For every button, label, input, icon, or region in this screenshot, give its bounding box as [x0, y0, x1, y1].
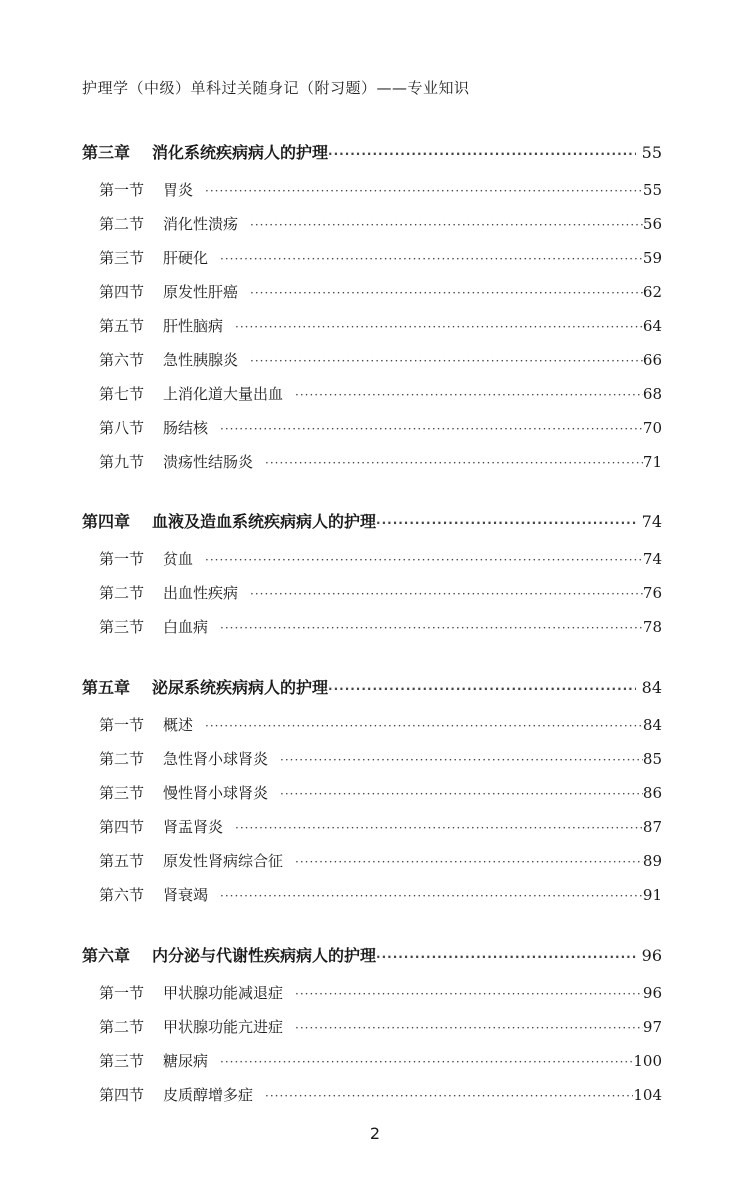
leader-dots	[205, 709, 643, 743]
section-number: 第三节	[99, 1052, 145, 1070]
chapter-number: 第五章	[82, 678, 131, 697]
section-number: 第六节	[99, 886, 145, 904]
section-title: 胃炎	[163, 181, 194, 199]
chapter-page: 55	[641, 143, 662, 162]
section-page: 104	[633, 1086, 662, 1104]
section-title: 出血性疾病	[163, 584, 239, 602]
section-title: 肠结核	[163, 419, 209, 437]
section-number: 第四节	[99, 283, 145, 301]
section-title: 原发性肝癌	[163, 283, 239, 301]
section-number: 第二节	[99, 1018, 145, 1036]
chapter-heading[interactable]	[82, 936, 662, 976]
leader-dots	[250, 208, 643, 242]
section-entry[interactable]	[82, 343, 662, 377]
table-of-contents	[82, 133, 662, 1136]
section-page: 76	[642, 584, 662, 602]
section-title: 肝性脑病	[163, 317, 224, 335]
section-title: 皮质醇增多症	[163, 1086, 254, 1104]
section-title: 急性肾小球肾炎	[163, 750, 269, 768]
section-number: 第一节	[99, 181, 145, 199]
section-entry[interactable]	[82, 173, 662, 207]
leader-dots	[328, 669, 636, 709]
section-title: 贫血	[163, 550, 194, 568]
section-page: 56	[642, 215, 662, 233]
chapter-page: 74	[641, 512, 662, 531]
leader-dots	[205, 543, 643, 577]
section-page: 59	[642, 249, 662, 267]
section-page: 97	[642, 1018, 662, 1036]
section-page: 78	[642, 618, 662, 636]
chapter-number: 第四章	[82, 512, 131, 531]
chapter-heading[interactable]	[82, 502, 662, 542]
section-page: 70	[642, 419, 662, 437]
section-page: 96	[642, 984, 662, 1002]
chapter-heading[interactable]	[82, 133, 662, 173]
section-number: 第二节	[99, 750, 145, 768]
section-entry[interactable]	[82, 445, 662, 479]
chapter-title: 泌尿系统疾病病人的护理	[152, 678, 329, 697]
leader-dots	[220, 1045, 633, 1079]
section-number: 第一节	[99, 984, 145, 1002]
section-entry[interactable]	[82, 810, 662, 844]
leader-dots	[220, 412, 643, 446]
section-title: 慢性肾小球肾炎	[163, 784, 269, 802]
chapter-number: 第三章	[82, 143, 131, 162]
section-number: 第五节	[99, 317, 145, 335]
section-title: 急性胰腺炎	[163, 351, 239, 369]
section-page: 62	[642, 283, 662, 301]
section-number: 第六节	[99, 351, 145, 369]
leader-dots	[235, 310, 643, 344]
leader-dots	[328, 134, 636, 174]
leader-dots	[220, 611, 643, 645]
chapter-number: 第六章	[82, 946, 131, 965]
section-title: 原发性肾病综合征	[163, 852, 284, 870]
section-entry[interactable]	[82, 708, 662, 742]
leader-dots	[280, 777, 643, 811]
section-page: 85	[642, 750, 662, 768]
section-title: 溃疡性结肠炎	[163, 453, 254, 471]
leader-dots	[235, 811, 643, 845]
leader-dots	[250, 577, 643, 611]
section-title: 糖尿病	[163, 1052, 209, 1070]
section-title: 甲状腺功能亢进症	[163, 1018, 284, 1036]
chapter-page: 96	[641, 946, 662, 965]
leader-dots	[265, 1079, 633, 1113]
section-number: 第五节	[99, 852, 145, 870]
leader-dots	[220, 879, 643, 913]
section-title: 消化性溃疡	[163, 215, 239, 233]
section-number: 第三节	[99, 618, 145, 636]
section-title: 肾衰竭	[163, 886, 209, 904]
chapter-title: 内分泌与代谢性疾病病人的护理	[152, 946, 377, 965]
section-number: 第一节	[99, 716, 145, 734]
section-page: 71	[642, 453, 662, 471]
page-number: 2	[369, 1124, 381, 1143]
section-number: 第八节	[99, 419, 145, 437]
leader-dots	[295, 378, 643, 412]
running-header: 护理学（中级）单科过关随身记（附习题）——专业知识	[82, 79, 470, 97]
section-number: 第一节	[99, 550, 145, 568]
section-title: 白血病	[163, 618, 209, 636]
chapter-title: 血液及造血系统疾病病人的护理	[152, 512, 377, 531]
section-page: 66	[642, 351, 662, 369]
section-number: 第七节	[99, 385, 145, 403]
section-entry[interactable]	[82, 976, 662, 1010]
section-title: 上消化道大量出血	[163, 385, 284, 403]
leader-dots	[265, 446, 643, 480]
section-entry[interactable]	[82, 309, 662, 343]
chapter-heading[interactable]	[82, 668, 662, 708]
section-number: 第四节	[99, 1086, 145, 1104]
section-number: 第三节	[99, 249, 145, 267]
leader-dots	[250, 344, 643, 378]
section-number: 第二节	[99, 584, 145, 602]
leader-dots	[205, 174, 643, 208]
section-page: 91	[642, 886, 662, 904]
section-number: 第九节	[99, 453, 145, 471]
section-entry[interactable]	[82, 377, 662, 411]
chapter-block	[82, 133, 662, 479]
chapter-title: 消化系统疾病病人的护理	[152, 143, 329, 162]
section-title: 甲状腺功能减退症	[163, 984, 284, 1002]
leader-dots	[376, 937, 636, 977]
leader-dots	[376, 503, 636, 543]
section-entry[interactable]	[82, 776, 662, 810]
section-entry[interactable]	[82, 742, 662, 776]
section-number: 第二节	[99, 215, 145, 233]
section-page: 68	[642, 385, 662, 403]
section-entry[interactable]	[82, 878, 662, 912]
chapter-page: 84	[641, 678, 662, 697]
leader-dots	[295, 1011, 643, 1045]
section-entry[interactable]	[82, 844, 662, 878]
section-page: 86	[642, 784, 662, 802]
section-page: 87	[642, 818, 662, 836]
chapter-block	[82, 502, 662, 644]
section-page: 84	[642, 716, 662, 734]
section-entry[interactable]	[82, 241, 662, 275]
leader-dots	[280, 743, 643, 777]
section-page: 74	[642, 550, 662, 568]
chapter-block	[82, 936, 662, 1112]
leader-dots	[295, 977, 643, 1011]
section-title: 肾盂肾炎	[163, 818, 224, 836]
section-page: 55	[642, 181, 662, 199]
section-entry[interactable]	[82, 207, 662, 241]
section-page: 100	[633, 1052, 662, 1070]
section-entry[interactable]	[82, 542, 662, 576]
section-page: 89	[642, 852, 662, 870]
section-entry[interactable]	[82, 1044, 662, 1078]
section-number: 第三节	[99, 784, 145, 802]
section-title: 肝硬化	[163, 249, 209, 267]
section-number: 第四节	[99, 818, 145, 836]
section-page: 64	[642, 317, 662, 335]
chapter-block	[82, 668, 662, 912]
section-entry[interactable]	[82, 411, 662, 445]
leader-dots	[295, 845, 643, 879]
section-entry[interactable]	[82, 1078, 662, 1112]
leader-dots	[250, 276, 643, 310]
section-entry[interactable]	[82, 275, 662, 309]
section-entry[interactable]	[82, 610, 662, 644]
leader-dots	[220, 242, 643, 276]
section-entry[interactable]	[82, 576, 662, 610]
section-title: 概述	[163, 716, 194, 734]
section-entry[interactable]	[82, 1010, 662, 1044]
